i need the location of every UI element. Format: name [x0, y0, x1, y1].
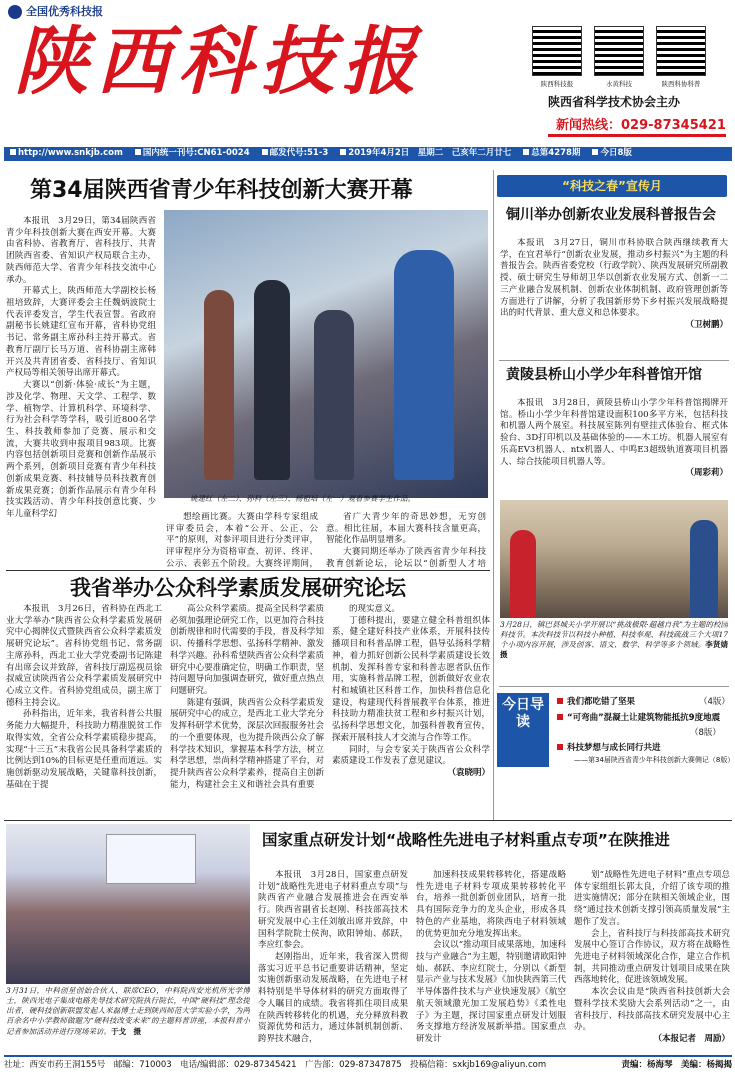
qr-label: 陕西科协科普	[661, 80, 701, 88]
award-seal-icon	[8, 5, 22, 19]
sidebar-story1-body: 本报讯 3月27日，铜川市科协联合陕西继续教育大学，在宜君举行“创新农业发展，推动乡村振兴”为主题的科普报告会。陕西省委党校（行政学院）、陕西发展研究所副教授、硕士研究生导师胡卫华以创新农业发展方式、创新一二三产业融合发展机制、创新农业体制机制、政府管理创新等方面进行了讲解，分析了我国新形势下乡村振兴发展战略提出的时代背景、重大意义和总体要求。 （卫树鹏）	[500, 238, 728, 331]
qr-label: 水黄科技	[606, 80, 632, 88]
figure-shape	[254, 280, 290, 480]
sidebar-story1-byline: （卫树鹏）	[685, 320, 728, 331]
square-bullet-icon	[592, 149, 598, 155]
projection-screen	[106, 834, 196, 884]
qr-code-icon[interactable]	[594, 26, 644, 76]
sidebar-story2-headline: 黄陵县桥山小学少年科普馆开馆	[506, 367, 702, 383]
red-square-bullet-icon	[557, 698, 563, 704]
footer-address: 社址：西安市药王洞155号 邮编：710003 电话/编辑部：029-87345421 广告部：029-87347875 投稿信箱：sxkjb169@aliyun.com	[4, 1060, 547, 1071]
host-organization: 陕西省科学技术协会主办	[548, 95, 681, 109]
campaign-banner: “科技之春”宣传月	[497, 175, 727, 197]
issn: 国内统一刊号:CN61-0024	[129, 148, 256, 160]
section-divider	[6, 570, 490, 571]
red-square-bullet-icon	[557, 714, 563, 720]
footer	[4, 1055, 732, 1075]
material-column-3: 划“战略性先进电子材料”重点专项总体专家组组长郭太良，介绍了该专项的推进实施情况；部分在陕相关领域企业，围绕“通过技术创新支撑引领高质量发展”主题作了发言。 会上，省科技厅与科技部高技术研究发展中心签订合作协议，双方将在战略性先进电子材料领域深化合作，建立合作机制，共同推动重点研发计划项目成果在陕西落地转化，促进该领域发展。 本次会议由是“陕西省科技创新大会暨科学技术奖励大会系列活动”之一，由省科技厅、科技部高技术研究发展中心主办。 （本报记者 周励）	[574, 870, 730, 1045]
postal-code: 邮发代号:51-3	[256, 148, 335, 160]
square-bullet-icon	[10, 149, 16, 155]
figure-shape	[314, 310, 354, 480]
issue-date: 2019年4月2日 星期二 己亥年二月廿七	[334, 148, 517, 160]
news-hotline: 新闻热线：029-87345421	[556, 118, 726, 133]
figure-shape	[690, 520, 718, 618]
award-text: 全国优秀科技报	[26, 5, 103, 19]
section-divider	[499, 686, 729, 687]
lead-column-2: 想绘画比赛。大赛由学科专家组成评审委员会，本着“公开、公正、公平”的原则，对参评项目进行分类评审，评审程序分为资格审查、初评、终评、公示、表彰五个阶段。大赛终评期间，	[166, 512, 318, 568]
square-bullet-icon	[262, 149, 268, 155]
material-photo-caption: 3月31日，中科创星创始合伙人、联席CEO，中科院西安光机所光学博士，陕西光电子集成电路先导技术研究院执行院长，中国“硬科技”理念提出者，硬科技创新联盟发起人米磊博士走到陕西师范大学实验小学，为两百余名中小学教师做题为“硬科技改变未来”的主题科普讲座，本报科普小记者参加活动并进行现场采访。于戈 摄	[6, 986, 250, 1036]
lead-photo-caption: 姚建红（左二）、孙科（左三）、杨祖培（左一）观看参赛学生作品。	[190, 494, 415, 503]
guide-item-page: （8版）	[690, 728, 721, 738]
lead-column-3: 省广大青少年的奇思妙想，无穷创意。相比往届，本届大赛科技含量更高，智能化作品明显增多。 大赛同期还举办了陕西省青少年科技教育创新论坛，论坛以“创新型人才培	[326, 512, 486, 568]
lead-photo[interactable]	[164, 210, 488, 498]
newspaper-title: 陕西科技报	[14, 19, 424, 105]
guide-item-subtitle: ——第34届陕西省青少年科技创新大赛侧记（8版）	[574, 756, 735, 764]
footer-editor: 责编：杨海琴 美编：杨揭揭	[621, 1060, 732, 1071]
lead-headline: 第34届陕西省青少年科技创新大赛开幕	[30, 178, 413, 203]
section-divider	[499, 360, 729, 361]
qr-label: 陕西科技报	[540, 80, 574, 88]
square-bullet-icon	[523, 149, 529, 155]
lead-column-1: 本报讯 3月29日，第34届陕西省青少年科技创新大赛在西安开幕。大赛由省科协、省教育厅、省科技厅、共青团陕西省委、省知识产权局联合主办，陕西师范大学、省青少年科技交流中心承办。 开幕式上，陕西师范大学副校长杨祖培致辞，大赛评委会主任魏炳波院士代表评委发言，学生代表宣誓。省政府副秘书长姚建红宣布开幕，省科协党组书记、常务副主席孙科主持开幕式。省教育厅副厅长马万道、省科协副主席韩开兴及共青团省委、省科技厅、省知识产权局等相关领导出席开幕式。 大赛以“创新·体验·成长”为主题，涉及化学、物理、天文学、工程学、数学、植物学、计算机科学、环境科学、行为社会科学等学科，吸引近800名学生、科技教师参加了竞赛、展示和交流，大赛共收到申报项目983项。比赛内容包括创新项目竞赛和创新作品展示两个系列，创新项目竞赛有青少年科技创新成果竞赛、科技辅导员科技教育创新成果竞赛；创新作品展示有青少年科技实践活动、青少年科技创意比赛、少年儿童科学幻	[6, 216, 156, 519]
sidebar-story2-body: 本报讯 3月28日，黄陵县桥山小学少年科普馆揭牌开馆。桥山小学少年科普馆建设面积100多平方米，包括科技和机器人两个展室。科技展室陈列有壁挂式体验台、框式体验台、3D打印机以及基础体验的——木工坊。机器人展室有乐高EV3机器人、ntx机器人、中鸣E3超级轨道赛项目机器人、综合技能项目机器人等。 （周彩莉）	[500, 398, 728, 479]
square-bullet-icon	[135, 149, 141, 155]
square-bullet-icon	[340, 149, 346, 155]
forum-column-2: 高公众科学素质。提高全民科学素质必须加强理论研究工作，以更加符合科技创新规律和时代需要的手段，普及科学知识、传播科学思想、弘扬科学精神、激发科学兴趣。孙科希望陕西省公众科学素质研究中心要准确定位，明确工作职责，坚持问题导向加强调查研究，做好重点热点问题研究。 陈建有强调，陕西省公众科学素质发展研究中心的成立，是西北工业大学充分发挥科研学术优势，深层次回报服务社会的一个重要体现，也为提升陕西公众了解科学技术知识，掌握基本科学方法，树立科学思想，崇尚科学精神搭建了平台，对提升陕西省公众科学素养，提高自主创新能力，构建社会主义和谐社会具有重要	[170, 604, 324, 790]
sidebar-photo-caption: 3月28日，镇巴县城关小学开展以“挑战极限·超越自我”为主题的校园科技节。本次科技节以科技小种植、科技奉观、科技疏战三个大项17个小项内容开展，涉及创客、语文、数学、科学等多个领域。李贤婧 摄	[500, 620, 728, 682]
guide-item[interactable]: “可弯曲”混凝土让建筑物能抵抗9度地震	[557, 713, 720, 725]
today-guide-badge: 今日导读	[497, 693, 549, 767]
sidebar-story1-headline: 铜川举办创新农业发展科普报告会	[506, 207, 716, 223]
page-count: 今日8版	[586, 148, 637, 160]
issue-number: 总第4278期	[517, 148, 586, 160]
material-headline: 国家重点研发计划“战略性先进电子材料重点专项”在陕推进	[262, 831, 670, 849]
forum-headline: 我省举办公众科学素质发展研究论坛	[70, 575, 406, 600]
column-divider	[493, 170, 494, 820]
material-byline: （本报记者 周励）	[653, 1034, 730, 1045]
figure-shape	[204, 290, 234, 480]
website-link[interactable]: http://www.snkjb.com	[4, 148, 129, 160]
forum-column-3: 的现实意义。 丁德科提出，要建立健全科普组织体系，健全建好科技产业体系，开展科技传播项目和科普品牌工程，倡导弘扬科学精神，着力抓好创新公民科学素质建设长效机制、发挥科普专家和科普志愿者队伍作用，实施科普品牌工程，创新做好农业农村和城镇社区科普工作，加快科普信息化建设，构建现代科普展教平台体系，推进科技助力精准扶贫工程和乡村振兴计划，弘扬科学思想文化，加强科普教育宣传，探索开展科技人才交流与合作等工作。 同时，与会专家关于陕西省公众科学素质建设工作发表了意见建议。 （袁晓明）	[332, 604, 490, 779]
guide-item[interactable]: 我们都吃错了坚果 （4版）	[557, 697, 635, 709]
qr-code-icon[interactable]	[656, 26, 706, 76]
sidebar-photo[interactable]	[500, 500, 728, 618]
qr-code-icon[interactable]	[532, 26, 582, 76]
red-square-bullet-icon	[557, 744, 563, 750]
guide-item[interactable]: 科技梦想与成长同行共进	[557, 743, 661, 755]
sidebar-photo-credit: 李贤婧 摄	[500, 640, 728, 660]
section-divider	[4, 820, 732, 821]
forum-byline: （袁晓明）	[447, 768, 490, 779]
figure-shape	[510, 530, 536, 618]
material-photo[interactable]	[6, 824, 250, 984]
figure-shape	[394, 250, 454, 480]
material-column-1: 本报讯 3月28日，国家重点研发计划“战略性先进电子材料重点专项”与陕西省产业融合发展推进会在西安举行。陕西省副省长赵刚、科技部高技术研究发展中心主任刘敏出席并致辞，中国科学院院士侯洵，欧阳钟灿、郝跃，李应红参会。 赵刚指出，近年来，我省深入贯彻落实习近平总书记重要讲话精神，坚定实施创新驱动发展战略，在先进电子材料特别是半导体材料的研究方面取得了令人瞩目的成绩。我省将抓住项目成果在陕西转移转化的机遇，充分释放科教资源优势和活力，通过体制机制创新、跨界技术融合，	[258, 870, 408, 1045]
forum-column-1: 本报讯 3月26日，省科协在西北工业大学举办“陕西省公众科学素质发展研究中心揭牌仪式暨陕西省公众科学素质发展研究论坛”。省科协党组书记、常务副主席孙科，西北工业大学党委副书记陈建有出席会议并致辞，省科技厅副巡视员徐叔威宣读陕西省公众科学素质发展研究中心成立文件。省科协党组成员，副主席丁德科主持会议。 孙科指出，近年来，我省科普公共服务能力大幅提升，科技助力精准脱贫工作取得实效，全省公众科学素质稳步提高，实现“十三五”末我省公民具备科学素质的比例达到10%的目标更是任重而道远。实施创新驱动发展战略，关键靠科技创新，基础在于提	[6, 604, 162, 790]
material-column-2: 加速科技成果转移转化，搭建战略性先进电子材料专项成果转移转化平台，培养一批创新创业团队，培育一批具有国际竞争力的龙头企业，形成各具特色的产业基地，将陕西电子材料领域的优势更加充分地发挥出来。 会议以“推动项目成果落地，加速科技与产业融合”为主题，特别邀请欧阳钟灿、郝跃、李应红院士，分别以《新型显示产业与技术发展》《加快陕西第三代半导体器件技术与产业快速发展》《航空航天领域激光加工发展趋势》《柔性电子》为主题，探讨国家重点研发计划服务支撑地方经济发展新举措。国家重点研发计	[416, 870, 566, 1045]
info-bar	[4, 147, 732, 161]
material-photo-credit: 于戈 摄	[111, 1026, 141, 1036]
sidebar-story2-byline: （周彩莉）	[685, 468, 728, 479]
award-badge	[8, 4, 103, 20]
hotline-underline	[548, 134, 726, 137]
